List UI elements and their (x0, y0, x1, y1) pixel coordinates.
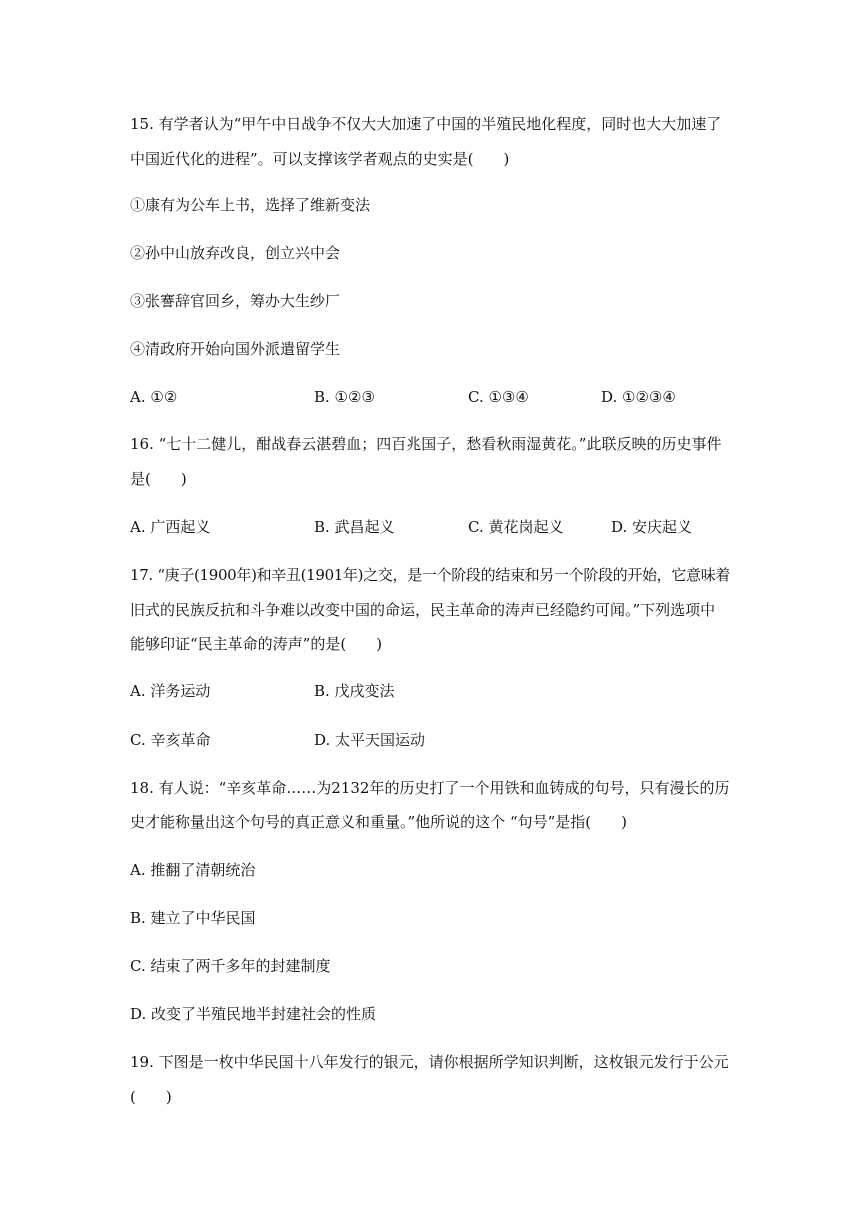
question-18-option-c: C. 结束了两千多年的封建制度 (130, 957, 331, 975)
question-16-option-a: A. 广西起义 (130, 518, 211, 536)
question-17-option-c: C. 辛亥革命 (130, 731, 211, 749)
question-15-statement-1: ①康有为公车上书，选择了维新变法 (130, 196, 371, 214)
question-15-statement-3: ③张謇辞官回乡，筹办大生纱厂 (130, 292, 341, 310)
question-18-option-a: A. 推翻了清朝统治 (130, 861, 256, 879)
question-18-option-d: D. 改变了半殖民地半封建社会的性质 (130, 1005, 377, 1023)
question-15-option-d: D. ①②③④ (601, 388, 676, 406)
question-16-stem-line-2: 是( ) (130, 470, 187, 488)
question-18-option-b: B. 建立了中华民国 (130, 909, 256, 927)
question-15-option-b: B. ①②③ (314, 388, 375, 406)
question-15-option-a: A. ①② (130, 388, 178, 406)
question-19-stem-line-1: 19. 下图是一枚中华民国十八年发行的银元，请你根据所学知识判断，这枚银元发行于公元 (130, 1053, 729, 1071)
question-16-option-d: D. 安庆起义 (611, 518, 693, 536)
question-16-option-b: B. 武昌起义 (314, 518, 395, 536)
question-19-stem-line-2: ( ) (130, 1088, 172, 1106)
question-18-stem-line-2: 史才能称量出这个句号的真正意义和重量。”他所说的这个 “句号”是指( ) (130, 813, 627, 831)
question-15-statement-2: ②孙中山放弃改良，创立兴中会 (130, 244, 341, 262)
question-17-stem-line-1: 17. “庚子(1900年)和辛丑(1901年)之交，是一个阶段的结束和另一个阶段的开始，它意味着 (130, 566, 731, 584)
question-15-stem-line-2: 中国近代化的进程”。可以支撑该学者观点的史实是( ) (130, 150, 510, 168)
question-17-option-b: B. 戊戌变法 (314, 682, 395, 700)
question-15-option-c: C. ①③④ (468, 388, 529, 406)
question-17-stem-line-2: 旧式的民族反抗和斗争难以改变中国的命运，民主革命的涛声已经隐约可闻。”下列选项中 (130, 601, 716, 619)
question-16-option-c: C. 黄花岗起义 (468, 518, 564, 536)
question-18-stem-line-1: 18. 有人说：“辛亥革命……为2132年的历史打了一个用铁和血铸成的句号，只有漫长的历 (130, 779, 730, 797)
question-15-statement-4: ④清政府开始向国外派遣留学生 (130, 340, 341, 358)
question-17-option-a: A. 洋务运动 (130, 682, 211, 700)
question-17-stem-line-3: 能够印证“民主革命的涛声”的是( ) (130, 635, 383, 653)
question-15-stem-line-1: 15. 有学者认为“甲午中日战争不仅大大加速了中国的半殖民地化程度，同时也大大加速了 (130, 115, 722, 133)
question-17-option-d: D. 太平天国运动 (314, 731, 426, 749)
question-16-stem-line-1: 16. “七十二健儿，酣战春云湛碧血；四百兆国子，愁看秋雨湿黄花。”此联反映的历史事件 (130, 435, 722, 453)
